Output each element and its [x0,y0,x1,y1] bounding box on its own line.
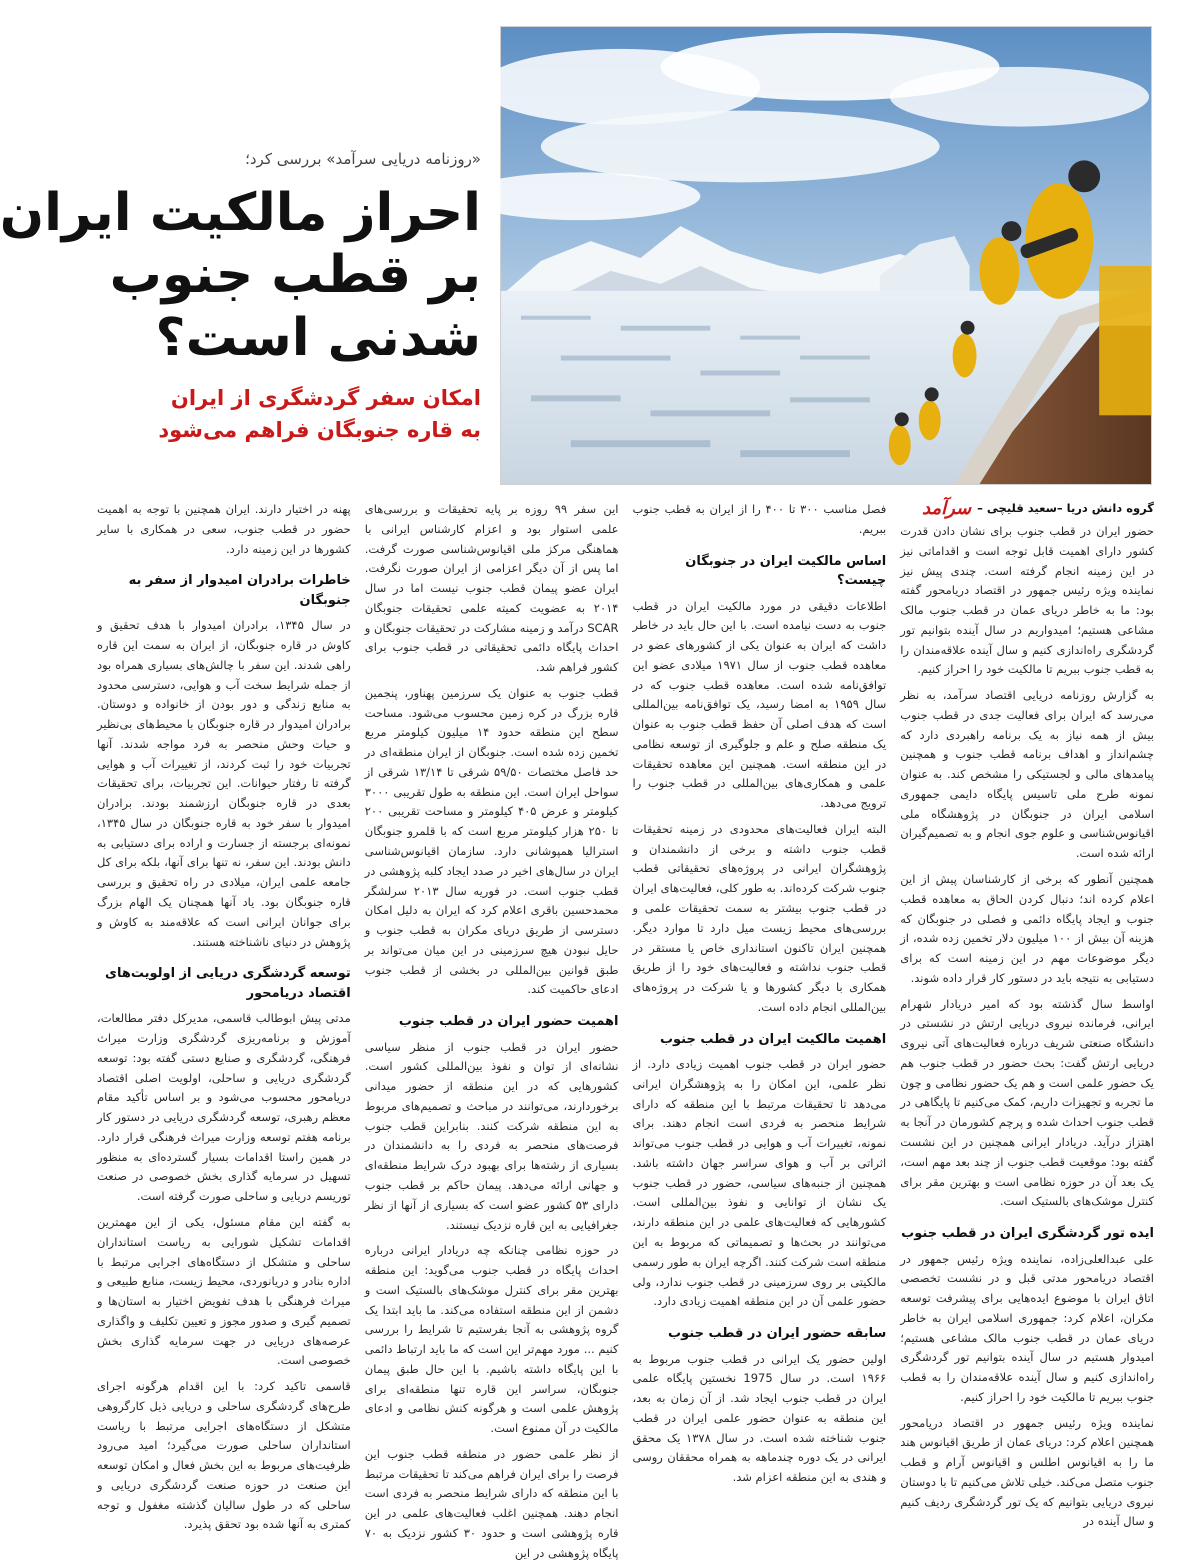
paragraph: البته ایران فعالیت‌های محدودی در زمینه تحقیقات قطب جنوب داشته و برخی از دانشمندان و پژوهشگران ایرانی در پروژه‌های تحقیقاتی قطب جنوب شرکت کرده‌اند. به طور کلی، فعالیت‌های ایران در قطب جنوب بیشتر به سمت تحقیقات علمی و بررسی‌های محیط زیست میل دارد تا موارد دیگر. همچنین ایران تاکنون استانداری خاص یا مستقر در قطب جنوب نداشته و فعالیت‌های خود را از طریق همکاری با دیگر کشورها و یا شرکت در پروژه‌های بین‌المللی انجام داده است. [632,821,887,1014]
kicker: «روزنامه دریایی سرآمد» بررسی کرد؛ [245,150,481,168]
paragraph: از نظر علمی حضور در منطقه قطب جنوب این فرصت را برای ایران فراهم می‌کند تا تحقیقات مرتبط با این منطقه که دارای شرایط منحصر به فردی است انجام دهند. همچنین اغلب فعالیت‌های علمی در این قاره پژوهشی است و حدود ۳۰ کشور نزدیک به ۷۰ پایگاه پژوهشی در این [364,1446,619,1560]
sarامد-logo-icon: سرآمد [922,498,972,519]
paragraph: حضور ایران در قطب جنوب برای نشان دادن قدرت کشور دارای اهمیت قابل توجه است و اقداماتی نیز در این زمینه انجام گرفته است. چندی پیش نیز نماینده ویژه رئیس جمهور در اقتصاد دریامحور گفته بود: ما به خاطر دریای عمان در قطب جنوب مالک مشاعی هستیم؛ امیدواریم در سال آینده بتوانیم تور گردشگری راه‌اندازی کنیم و سال آینده علاقه‌مندان را به قطب جنوب ببریم تا مالکیت خود را احراز کنیم. [900,524,1154,677]
headline-block [0,150,481,485]
section-heading: اساس مالکیت ایران در جنوبگان چیست؟ [685,553,887,589]
paragraph: پهنه در اختیار دارند. ایران همچنین با توجه به اهمیت حضور در قطب جنوب، سعی در همکاری با سایر کشورها در این زمینه دارد. [97,502,351,556]
paragraph: این سفر ۹۹ روزه بر پایه تحقیقات و بررسی‌های علمی استوار بود و اعزام کارشناس ایرانی با هماهنگی مرکز ملی اقیانوس‌شناسی صورت گرفت. اما پس از آن دیگر اعزامی از ایران صورت نگرفت. ایران عضو پیمان قطب جنوب نیست اما در سال ۲۰۱۴ به عضویت کمیته علمی تحقیقات جنوبگان SCAR درآمد و زمینه مشارکت در تحقیقات جنوبگان و احداث پایگاه دائمی تحقیقاتی در قطب جنوب برای کشور فراهم شد. [364,502,619,675]
paragraph: حضور ایران در قطب جنوب از منظر سیاسی نشانه‌ای از توان و نفوذ بین‌المللی کشور است. کشورهایی که در این منطقه از حضور میدانی برخوردارند، می‌توانند در مباحث و تصمیم‌های مربوط به این منطقه شرکت کنند. بنابراین قطب جنوب فرصت‌های منحصر به فردی را به دانشمندان در بسیاری از رشته‌ها برای بهبود درک شرایط منطقه‌ای و جهانی ارائه می‌دهد. پیمان حاکم بر قطب جنوب دارای ۵۳ کشور عضو است که بسیاری از آنها از نظر جغرافیایی به این قاره نزدیک نیستند. [364,1039,619,1232]
section-heading: سابقه حضور ایران در قطب جنوب [668,1326,887,1342]
paragraph: همچنین آنطور که برخی از کارشناسان پیش از این اعلام کرده اند؛ دنبال کردن الحاق به معاهده قطب جنوب و ایجاد پایگاه دائمی و فصلی در جنوبگان که هزینه آن بیش از ۱۰۰ میلیون دلار تخمین زده شده، از دیگر موضوعات مهم در این زمینه است که برای دستیابی به نتیجه باید در دستور کار قرار داده شوند. [900,872,1154,985]
subheadline [109,383,481,446]
paragraph: علی عبدالعلی‌زاده، نماینده ویژه رئیس جمهور در اقتصاد دریامحور مدتی قبل و در نشست تخصصی اتاق ایران با موضوع ایده‌هایی برای پیشرفت توسعه مکران، اعلام کرد: جمهوری اسلامی ایران به خاطر دریای عمان در قطب جنوب مالک مشاعی هستیم؛ امیدوار هستیم در سال آینده بتوانیم تور گردشگری راه‌اندازی کنیم و سال آینده علاقه‌مندان را به قطب جنوب ببریم تا مالکیت خود را احراز کنیم. [900,1251,1154,1404]
headline-line: بر قطب جنوب [109,245,481,306]
paragraph: مدتی پیش ابوطالب قاسمی، مدیرکل دفتر مطالعات، آموزش و برنامه‌ریزی گردشگری وزارت میراث فرهنگی، گردشگری و صنایع دستی گفته بود: توسعه گردشگری دریایی و ساحلی، اولویت اصلی اقتصاد دریامحور محسوب می‌شود و بر اساس تأکید مقام معظم رهبری، توسعه گردشگری دریایی در دستور کار برنامه هفتم توسعه وزارت میراث فرهنگی قرار دارد. در همین راستا اقدامات بسیار گسترده‌ای به منظور تسهیل در سرمایه گذاری بخش خصوصی در صنعت توریسم دریایی و ساحلی صورت گرفته است. [97,1011,351,1204]
section-heading: اهمیت حضور ایران در قطب جنوب [398,1014,619,1030]
paragraph: در سال ۱۳۴۵، برادران امیدوار با هدف تحقیق و کاوش در قاره جنوبگان، از ایران به سمت این قاره راهی شدند. این سفر با چالش‌های بسیاری همراه بود از جمله شرایط سخت آب و هوایی، دسترسی محدود به منابع زندگی و دور بودن از خانواده و دوستان. برادران امیدوار در قاره جنوبگان با محیط‌های بی‌نظیر و حیات وحش منحصر به فرد مواجه شدند. آنها تجربیات خود را ثبت کردند، از تغییرات آب و هوایی گرفته تا رفتار حیوانات. این تجربیات، برای تحقیقات بعدی در قاره جنوبگان ارزشمند بودند. برادران امیدوار با سفر خود به قاره جنوبگان در سال ۱۳۴۵، نمونه‌ای برجسته از جسارت و اراده برای دستیابی به دانش بودند. این سفر، نه تنها برای آنها، بلکه برای کل جامعه علمی ایران، میلادی در راه تحقیق و بررسی قاره جنوبگان بود. یاد آنها همچنان یک الهام بزرگ برای جوانان ایرانی است که علاقه‌مند به کاوش و پژوهش در دنیای ناشناخته هستند. [97,618,351,949]
paragraph: در حوزه نظامی چنانکه چه دریادار ایرانی درباره احداث پایگاه در قطب جنوب می‌گوید: این منطقه بهترین مقر برای کنترل موشک‌های بالستیک است و دشمن از این منطقه استفاده می‌کند. ما باید ابتدا یک گروه پژوهشی به آنجا بفرستیم تا شرایط را بررسی کنیم ... مورد مهم‌تر این است که ما باید ارتباط دائمی با این پایگاه داشته باشیم. با این حال طبق پیمان جنوبگان، سراسر این قاره تنها منطقه‌ای برای پژوهش علمی است و هرگونه کنش نظامی و ادعای مالکیت در آن ممنوع است. [364,1243,619,1436]
byline: گروه دانش دریا –سعید قلیچی – [977,501,1154,516]
paragraph: نماینده ویژه رئیس جمهور در اقتصاد دریامحور همچنین اعلام کرد: دریای عمان از طریق اقیانوس هند ما را به اقیانوس اطلس و اقیانوس آرام و قطب جنوب متصل می‌کند. خیلی تلاش می‌کنیم تا با دوستان نیروی دریایی بتوانیم که یک تور گردشگری ردیف کنیم و سال آینده در [900,1415,1154,1529]
paragraph: قاسمی تاکید کرد: با این اقدام هرگونه اجرای طرح‌های گردشگری ساحلی و دریایی ذیل کارگروهی متشکل از دستگاه‌های اجرایی مرتبط با ریاست استانداران ساحلی صورت می‌گیرد؛ امید می‌رود ظرفیت‌های مربوط به این بخش فعال و امکان توسعه این صنعت در حوزه صنعت گردشگری دریایی و ساحلی که در طول سالیان گذشته مغفول و توجه کمتری به آنها شده بود تحقق پذیرد. [97,1379,351,1532]
paragraph: به گزارش روزنامه دریایی اقتصاد سرآمد، به نظر می‌رسد که ایران برای فعالیت جدی در قطب جنوب بیش از همه نیاز به یک برنامه راهبردی دارد که چشم‌انداز و اهداف برنامه قطب جنوب و همچنین پیامدهای مالی و لجستیکی را مشخص کند. به عنوان نمونه طرح ملی تاسیس پایگاه دایمی جمهوری اسلامی ایران در جنوبگان در پژوهشگاه ملی اقیانوس‌شناسی و علوم جوی انجام و به تصمیم‌گیران ارائه شده است. [900,688,1154,861]
paragraph: فصل مناسب ۳۰۰ تا ۴۰۰ را از ایران به قطب جنوب ببریم. [632,502,887,536]
headline [0,182,481,369]
paragraph: اولین حضور یک ایرانی در قطب جنوب مربوط به ۱۹۶۶ است. در سال 1975 نخستین پایگاه علمی ایران در قطب جنوب ایجاد شد. از آن زمان به بعد، این منطقه به عنوان حضور علمی ایران در قطب جنوب شناخته شده است. در سال ۱۳۷۸ یک محقق ایرانی در یک دوره چندماهه به همراه محققان روسی و هندی به این منطقه اعزام شد. [632,1351,887,1485]
article-columns [97,498,1154,1560]
column-2 [632,500,887,1485]
section-heading: اهمیت مالکیت ایران در قطب جنوب [659,1031,887,1047]
headline-line: احراز مالکیت ایران [0,183,481,243]
article-photo [500,26,1152,485]
subheadline-line: امکان سفر گردشگری از ایران [170,386,481,411]
column-1 [900,498,1154,1529]
paragraph: اطلاعات دقیقی در مورد مالکیت ایران در قطب جنوب به دست نیامده است. با این حال باید در خاطر داشت که ایران به عنوان یکی از کشورهای عضو در معاهده قطب جنوب از سال ۱۹۷۱ میلادی عضو این توافق‌نامه شده است. معاهده قطب جنوب که در سال ۱۹۵۹ به امضا رسید، یک توافق‌نامه بین‌المللی است که هدف اصلی آن حفظ قطب جنوب به عنوان یک منطقه صلح و علم و جلوگیری از توسعه نظامی در این منطقه است. همچنین این معاهده تحقیقات علمی و همکاری‌های بین‌المللی در قطب جنوب را ترویج می‌دهد. [632,598,887,811]
section-heading: توسعه گردشگری دریایی از اولویت‌های اقتصاد دریامحور [105,966,351,1001]
paragraph: قطب جنوب به عنوان یک سرزمین پهناور، پنجمین قاره بزرگ در کره زمین محسوب می‌شود. مساحت سطح این منطقه حدود ۱۴ میلیون کیلومتر مربع تخمین زده شده است. جنوبگان از ایران منطقه‌ای در حد فاصل مختصات ۵۹/۵۰ شرقی تا ۱۳/۱۴ شرقی از سواحل ایران است. این منطقه به طول تقریبی ۳۰۰۰ کیلومتر و عرض ۴۰۵ کیلومتر و مساحت تقریبی ۲۰۰ تا ۲۵۰ هزار کیلومتر مربع است که با قلمرو جنوبگان استرالیا همپوشانی دارد. سازمان اقیانوس‌شناسی ایران در سال‌های اخیر در صدد ایجاد کلبه پژوهشی در قطب جنوب است. در فوریه سال ۲۰۱۳ سرلشگر محمدحسین باقری اعلام کرد که ایران به دلیل امکان دسترسی از طریق دریای مکران به قطب جنوب و حایل نبودن هیچ سرزمینی در این میان می‌تواند بر طبق قوانین بین‌المللی در بخشی از قطب جنوب ادعای حاکمیت کند. [364,685,619,997]
paragraph: به گفته این مقام مسئول، یکی از این مهمترین اقدامات تشکیل شورایی به ریاست استانداران ساحلی و متشکل از دستگاه‌های اجرایی مرتبط با اداره بنادر و دریانوردی، محیط زیست، منابع طبیعی و میراث فرهنگی با هدف تفویض اختیار به استان‌ها و تصمیم گیری و صدور مجوز و تعیین تکلیف و واگذاری عرصه‌های دریایی در جهت سرمایه گذاری بخش خصوصی است. [97,1214,351,1368]
paragraph: حضور ایران در قطب جنوب اهمیت زیادی دارد. از نظر علمی، این امکان را به پژوهشگران ایرانی می‌دهد تا تحقیقات مرتبط با این منطقه که دارای شرایط منحصر به فردی است انجام دهند. برای نمونه، تغییرات آب و هوایی در قطب جنوب می‌تواند اثراتی بر آب و هوای سراسر جهان داشته باشد. همچنین از جنبه‌های سیاسی، حضور در قطب جنوب یک نشان از توانایی و نفوذ بین‌المللی است. کشورهایی که فعالیت‌های علمی در این منطقه دارند، می‌توانند در بحث‌ها و تصمیماتی که مربوط به این منطقه است شرکت کنند. اگرچه ایران به طور رسمی مالکیتی بر روی سرزمینی در قطب جنوب ندارد، ولی حضور علمی آن در این منطقه اهمیت زیادی دارد. [632,1057,887,1309]
subheadline-line: به قاره جنوبگان فراهم می‌شود [158,417,481,442]
column-4 [97,500,351,1532]
headline-line: شدنی است؟ [155,307,481,368]
byline-row [900,500,1154,518]
section-heading: ایده تور گردشگری ایران در قطب جنوب [901,1226,1154,1242]
antarctica-ship-photo-icon [501,27,1151,484]
column-3 [364,500,619,1560]
paragraph: اواسط سال گذشته بود که امیر دریادار شهرام ایرانی، فرمانده نیروی دریایی ارتش در نشستی در دانشگاه صنعتی شریف درباره فعالیت‌های آتی نیروی دریایی ارتش گفت: بحث حضور در قطب جنوب هم یک حضور علمی است و هم یک حضور نظامی و چون ما تجربه و تجهیزات داریم، کمک می‌کنیم تا پایگاهی در قطب جنوب احداث شده و پرچم کشورمان در آنجا به اهتزاز درآید. دریادار ایرانی همچنین در این نشست گفته بود: موقعیت قطب جنوب از چند بعد مهم است، یک بعد آن در حوزه نظامی است و بهترین مقر برای کنترل موشک‌های بالستیک است. [900,996,1154,1209]
section-heading: خاطرات برادران امیدوار از سفر به جنوبگان [128,573,351,608]
